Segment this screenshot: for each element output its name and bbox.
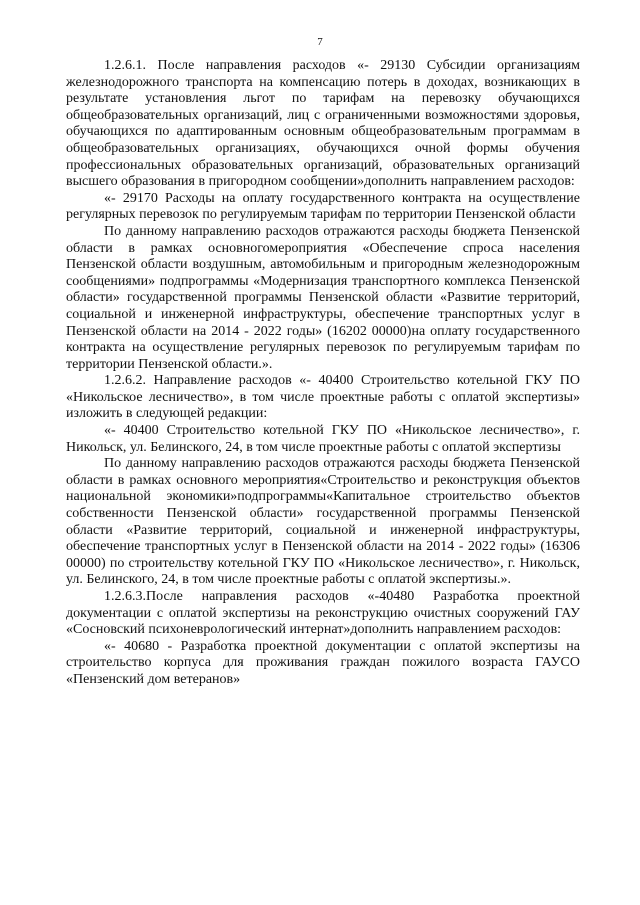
paragraph-expense-29170: «- 29170 Расходы на оплату государственного контракта на осуществление регулярных перевозок по регулируемым тарифам по территории Пензенской области: [66, 190, 580, 223]
paragraph-1-2-6-1: 1.2.6.1. После направления расходов «- 29130 Субсидии организациям железнодорожного транспорта на компенсацию потерь в доходах, возникающих в результате установления льгот по тарифам на перевозку обучающихся общеобразовательных организаций, лиц с ограниченными возможностями здоровья, обучающихся по адаптированным основным общеобразовательным программам в общеобразовательных организациях, обучающихся очной формы обучения профессиональных образовательных организаций, образовательных организаций высшего образования в пригородном сообщении»дополнить направлением расходов:: [66, 58, 580, 190]
paragraph-29170-description: По данному направлению расходов отражаются расходы бюджета Пензенской области в рамках основногомероприятия «Обеспечение спроса населения Пензенской области воздушным, автомобильным и пригородным железнодорожным сообщениями» подпрограммы «Модернизация транспортного комплекса Пензенской области» государственной программы Пензенской области «Развитие территорий, социальной и инженерной инфраструктуры, обеспечение транспортных услуг в Пензенской области на 2014 - 2022 годы» (16202 00000)на оплату государственного контракта на осуществление регулярных перевозок по регулируемым тарифам по территории Пензенской области.».: [66, 223, 580, 372]
document-body: [66, 58, 580, 689]
paragraph-1-2-6-2: 1.2.6.2. Направление расходов «- 40400 Строительство котельной ГКУ ПО «Никольское лесничество», в том числе проектные работы с оплатой экспертизы» изложить в следующей редакции:: [66, 373, 580, 422]
page-number: 7: [317, 36, 323, 48]
paragraph-expense-40400: «- 40400 Строительство котельной ГКУ ПО «Никольское лесничество», г. Никольск, ул. Белинского, 24, в том числе проектные работы с оплатой экспертизы: [66, 423, 580, 455]
paragraph-1-2-6-3: 1.2.6.3.После направления расходов «-40480 Разработка проектной документации с оплатой экспертизы на реконструкцию очистных сооружений ГАУ «Сосновский психоневрологический интернат»дополнить направлением расходов:: [66, 589, 580, 638]
paragraph-40400-description: По данному направлению расходов отражаются расходы бюджета Пензенской области в рамках основного мероприятия«Строительство и реконструкция объектов национальной экономики»подпрограммы«Капитальное строительство объектов собственности Пензенской области» государственной программы Пензенской области «Развитие территорий, социальной и инженерной инфраструктуры, обеспечение транспортных услуг в Пензенской области на 2014 - 2022 годы» (16306 00000) по строительству котельной ГКУ ПО «Никольское лесничество», г. Никольск, ул. Белинского, 24, в том числе проектные работы с оплатой экспертизы.».: [66, 456, 580, 588]
paragraph-expense-40680: «- 40680 - Разработка проектной документации с оплатой экспертизы на строительство корпуса для проживания граждан пожилого возраста ГАУСО «Пензенский дом ветеранов»: [66, 638, 580, 687]
